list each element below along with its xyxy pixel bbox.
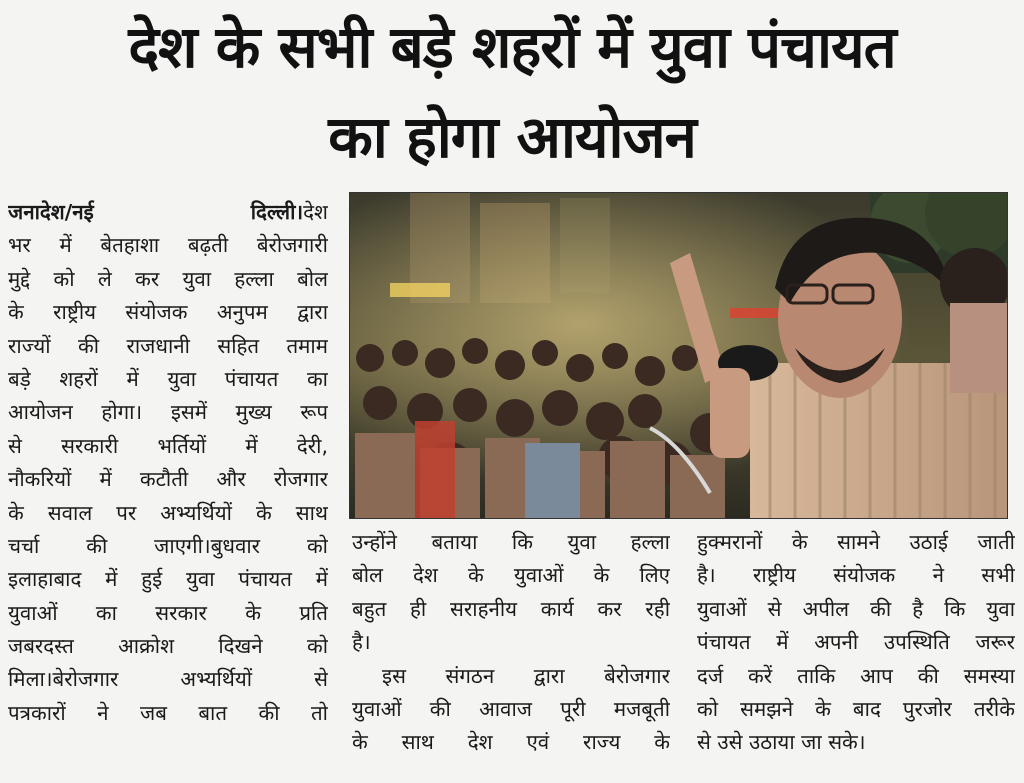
text-line: को समझने के बाद पुरजोर तरीके xyxy=(697,696,1015,721)
text-line: मिला।बेरोजगार अभ्यर्थियों से xyxy=(8,667,328,692)
headline-line-2: का होगा आयोजन xyxy=(328,103,696,171)
crowd-speaker-photo xyxy=(350,193,1008,519)
text-line: है। राष्ट्रीय संयोजक ने सभी xyxy=(697,563,1015,588)
text-line: नौकरियों में कटौती और रोजगार xyxy=(8,467,328,492)
text-line: युवाओं की आवाज पूरी मजबूती xyxy=(352,696,670,721)
text-line: आयोजन होगा। इसमें मुख्य रूप xyxy=(8,400,328,425)
text-line: है। xyxy=(352,630,371,655)
first-line xyxy=(8,196,328,229)
text-line: दर्ज करें ताकि आप की समस्या xyxy=(697,663,1015,688)
text-line: युवाओं का सरकार के प्रति xyxy=(8,600,328,625)
news-photo xyxy=(349,192,1008,519)
text-line: के सवाल पर अभ्यर्थियों के साथ xyxy=(8,500,328,525)
text-line: भर में बेतहाशा बढ़ती बेरोजगारी xyxy=(8,233,328,258)
text-line: राज्यों की राजधानी सहित तमाम xyxy=(8,333,328,358)
article-column-left xyxy=(8,196,328,730)
text-line: बड़े शहरों में युवा पंचायत का xyxy=(8,366,328,391)
text-line: चर्चा की जाएगी।बुधवार को xyxy=(8,533,328,558)
headline-line-1: देश के सभी बड़े शहरों में युवा पंचायत xyxy=(128,13,896,81)
text-line: इस संगठन द्वारा बेरोजगार xyxy=(382,663,670,688)
dateline: जनादेश/नई दिल्ली। xyxy=(8,200,304,224)
text-line: इलाहाबाद में हुई युवा पंचायत में xyxy=(8,567,328,592)
text-line: हुक्मरानों के सामने उठाई जाती xyxy=(697,530,1015,554)
text-line: के साथ देश एवं राज्य के xyxy=(352,730,670,755)
text-line: बहुत ही सराहनीय कार्य कर रही xyxy=(352,596,670,621)
article-column-middle xyxy=(352,526,670,760)
text-line: उन्होंने बताया कि युवा हल्ला xyxy=(352,530,670,554)
text-line: युवाओं से अपील की है कि युवा xyxy=(697,596,1015,621)
text-line: बोल देश के युवाओं के लिए xyxy=(352,563,670,588)
text-line: पंचायत में अपनी उपस्थिति जरूर xyxy=(697,630,1015,655)
text-line: देश xyxy=(303,200,328,224)
article-column-right xyxy=(697,526,1015,760)
text-line: जबरदस्त आक्रोश दिखने को xyxy=(8,634,328,659)
text-line: पत्रकारों ने जब बात की तो xyxy=(8,700,328,725)
text-line: से उसे उठाया जा सके। xyxy=(697,730,866,755)
text-line: के राष्ट्रीय संयोजक अनुपम द्वारा xyxy=(8,300,328,325)
text-line: मुद्दे को ले कर युवा हल्ला बोल xyxy=(8,266,328,291)
text-line: से सरकारी भर्तियों में देरी, xyxy=(8,433,328,458)
